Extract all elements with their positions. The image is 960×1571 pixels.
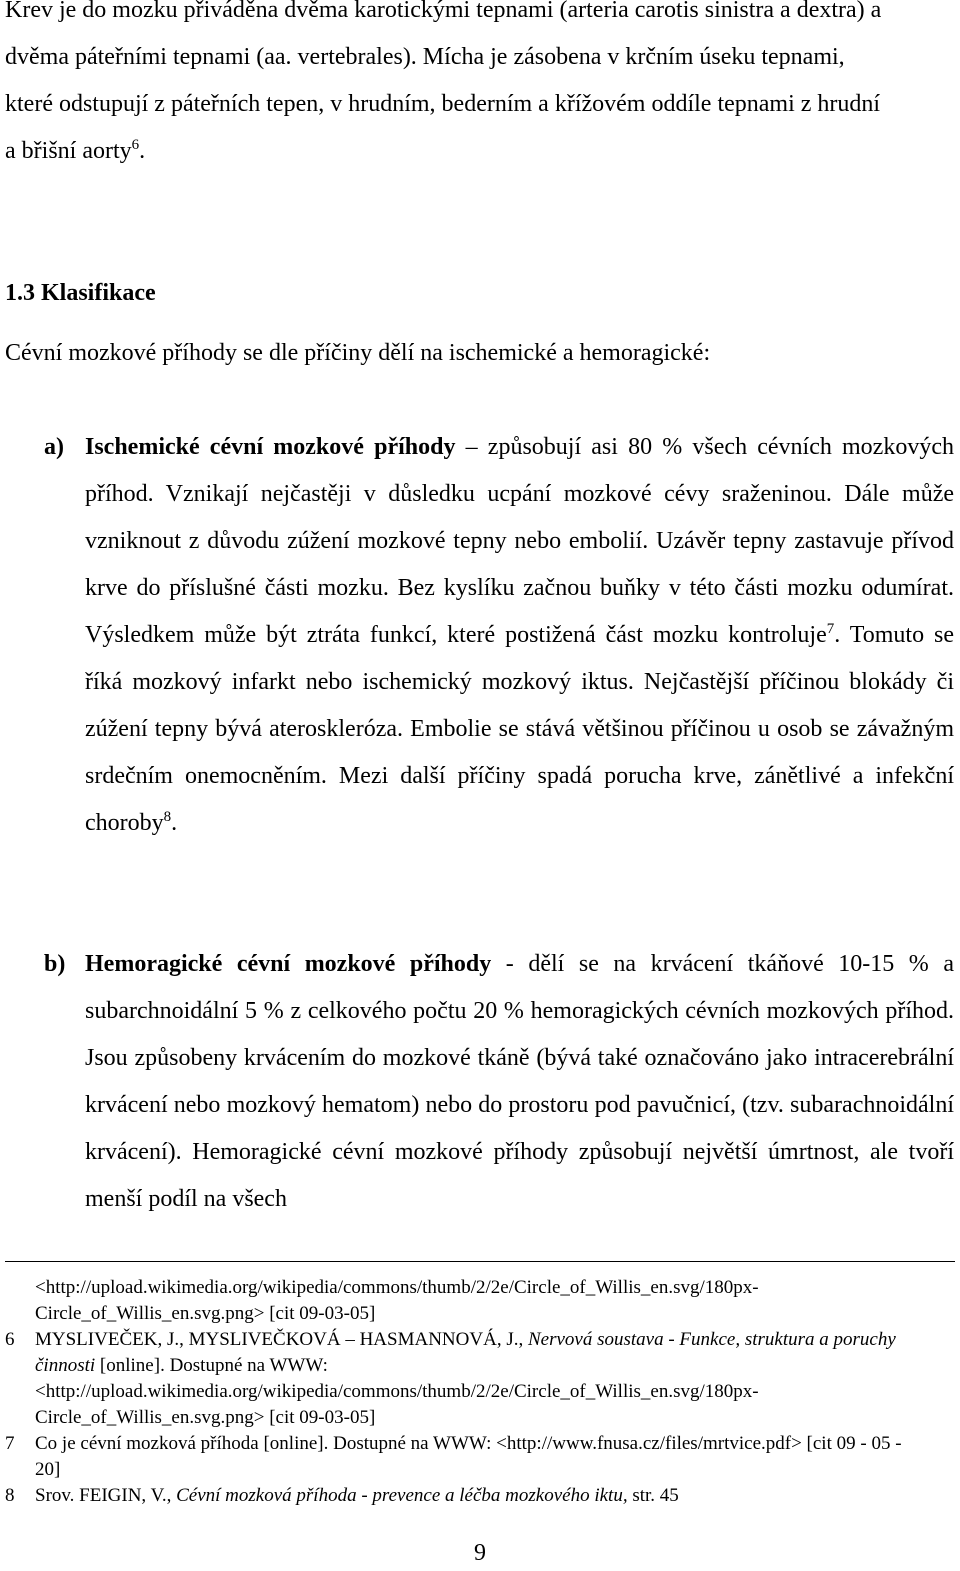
footnote-7-text[interactable]: Co je cévní mozková příhoda [online]. Dostupné na WWW: <http://www.fnusa.cz/files/mrtvice.pdf> [cit 09 - 05 - 20] (35, 1433, 902, 1480)
hemorrhagic-title: Hemoragické cévní mozkové příhody (85, 951, 492, 977)
intro-paragraph (5, 0, 895, 175)
ischemic-title: Ischemické cévní mozkové příhody (85, 434, 456, 460)
footnote-8-title: Cévní mozková příhoda - prevence a léčba mozkového iktu, (176, 1485, 628, 1506)
footnote-6-authors: MYSLIVEČEK, J., MYSLIVEČKOVÁ – HASMANNOVÁ, J., (35, 1329, 528, 1350)
footnote-8-text (35, 1483, 930, 1509)
footnote-6 (0, 1327, 930, 1431)
footnote-6-link[interactable]: [online]. Dostupné na WWW: <http://upload.wikimedia.org/wikipedia/commons/thumb/2/2e/Circle_of_Willis_en.svg/180px-Circle_of_Willis_en.svg.png> [cit 09-03-05] (35, 1355, 759, 1428)
hemorrhagic-text-body: - dělí se na krvácení tkáňové 10-15 % a subarchnoidální 5 % z celkového počtu 20 % hemoragických cévních mozkových příhod. Jsou způsobeny krvácením do mozkové tkáně (bývá také označováno jako intracerebrální krvácení nebo mozkový hematom) nebo do prostoru pod pavučnicí, (tzv. subarachnoidální krvácení). Hemoragické cévní mozkové příhody způsobují největší úmrtnost, ale tvoří menší podíl na všech (85, 951, 954, 1212)
footnote-ref-6[interactable]: 6 (131, 137, 140, 153)
footnote-6-text (35, 1327, 930, 1431)
footnote-divider (5, 1261, 955, 1262)
footnote-6-title: Nervová soustava - Funkce, struktura a poruchy činnosti (35, 1329, 896, 1376)
list-item-hemorrhagic (44, 941, 954, 1223)
page-number: 9 (474, 1540, 486, 1566)
list-item-ischemic (44, 424, 954, 847)
ischemic-text (85, 424, 954, 847)
footnote-8-authors: Srov. FEIGIN, V., (35, 1485, 177, 1506)
ischemic-end: . (171, 810, 178, 836)
intro-end: . (139, 138, 146, 164)
ischemic-text-2: . Tomuto se říká mozkový infarkt nebo ischemický mozkový iktus. Nejčastější příčinou blokády či zúžení tepny bývá ateroskleróza. Embolie se stává většinou příčinou u osob se závažným srdečním onemocněním. Mezi další příčiny spadá porucha krve, zánětlivé a infekční choroby (85, 622, 954, 836)
footnote-number: 6 (5, 1329, 15, 1350)
footnote-cont-text[interactable]: <http://upload.wikimedia.org/wikipedia/commons/thumb/2/2e/Circle_of_Willis_en.svg/180px-Circle_of_Willis_en.svg.png> [cit 09-03-05] (35, 1277, 759, 1324)
section-heading: 1.3 Klasifikace (5, 280, 156, 306)
list-label-b: b) (44, 951, 66, 977)
footnote-8 (0, 1483, 930, 1509)
footnote-number: 7 (5, 1433, 15, 1454)
footnote-7 (0, 1431, 930, 1483)
footnote-number: 8 (5, 1485, 15, 1506)
ischemic-text-1: – způsobují asi 80 % všech cévních mozkových příhod. Vznikají nejčastěji v důsledku ucpání mozkové cévy sraženinou. Dále může vzniknout z důvodu zúžení mozkové tepny nebo embolií. Uzávěr tepny zastavuje přívod krve do příslušné části mozku. Bez kyslíku začnou buňky v této části mozku odumírat. Výsledkem může být ztráta funkcí, které postižená část mozku kontroluje (85, 434, 954, 648)
hemorrhagic-text (85, 941, 954, 1223)
section-lead: Cévní mozkové příhody se dle příčiny dělí na ischemické a hemoragické: (5, 340, 711, 366)
footnote-continuation (0, 1275, 930, 1327)
footnote-ref-7[interactable]: 7 (826, 621, 835, 637)
footnote-ref-8[interactable]: 8 (163, 809, 172, 825)
footnote-8-rest: str. 45 (627, 1485, 679, 1506)
list-label-a: a) (44, 434, 64, 460)
intro-text: Krev je do mozku přiváděna dvěma karotickými tepnami (arteria carotis sinistra a dextra) a dvěma páteřními tepnami (aa. vertebrales). Mícha je zásobena v krčním úseku tepnami, které odstupují z páteřních tepen, v hrudním, bederním a křížovém oddíle tepnami z hrudní a břišní aorty (5, 0, 882, 164)
